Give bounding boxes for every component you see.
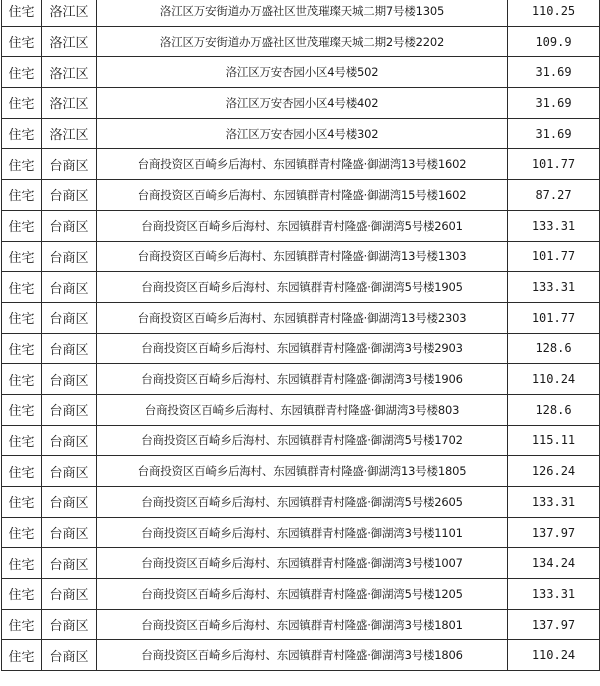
table-row: [2, 302, 600, 333]
area-cell: 101.77: [508, 241, 600, 272]
table-row: [2, 425, 600, 456]
property-type-cell: 住宅: [2, 210, 42, 241]
area-cell: 134.24: [508, 548, 600, 579]
table-row: [2, 118, 600, 149]
district-cell: 洛江区: [42, 57, 97, 88]
property-type-cell: 住宅: [2, 26, 42, 57]
table-row: [2, 149, 600, 180]
district-cell: 台商区: [42, 548, 97, 579]
district-cell: 台商区: [42, 456, 97, 487]
table-row: [2, 487, 600, 518]
district-cell: 台商区: [42, 579, 97, 610]
property-type-cell: 住宅: [2, 118, 42, 149]
district-cell: 台商区: [42, 149, 97, 180]
address-cell: 台商投资区百崎乡后海村、东园镇群青村隆盛·御湖湾13号楼1602: [97, 149, 508, 180]
property-type-cell: 住宅: [2, 180, 42, 211]
property-type-cell: 住宅: [2, 333, 42, 364]
property-type-cell: 住宅: [2, 517, 42, 548]
property-type-cell: 住宅: [2, 0, 42, 26]
address-cell: 台商投资区百崎乡后海村、东园镇群青村隆盛·御湖湾3号楼1806: [97, 640, 508, 671]
area-cell: 133.31: [508, 272, 600, 303]
district-cell: 台商区: [42, 517, 97, 548]
property-type-cell: 住宅: [2, 579, 42, 610]
area-cell: 101.77: [508, 302, 600, 333]
district-cell: 台商区: [42, 487, 97, 518]
table-row: [2, 609, 600, 640]
address-cell: 洛江区万安街道办万盛社区世茂璀璨天城二期2号楼2202: [97, 26, 508, 57]
address-cell: 洛江区万安街道办万盛社区世茂璀璨天城二期7号楼1305: [97, 0, 508, 26]
area-cell: 110.25: [508, 0, 600, 26]
area-cell: 133.31: [508, 210, 600, 241]
district-cell: 洛江区: [42, 0, 97, 26]
address-cell: 台商投资区百崎乡后海村、东园镇群青村隆盛·御湖湾13号楼1805: [97, 456, 508, 487]
area-cell: 31.69: [508, 88, 600, 119]
table-row: [2, 0, 600, 26]
table-row: [2, 241, 600, 272]
district-cell: 洛江区: [42, 88, 97, 119]
address-cell: 台商投资区百崎乡后海村、东园镇群青村隆盛·御湖湾5号楼2605: [97, 487, 508, 518]
table-row: [2, 333, 600, 364]
area-cell: 137.97: [508, 609, 600, 640]
table-row: [2, 180, 600, 211]
area-cell: 110.24: [508, 640, 600, 671]
area-cell: 133.31: [508, 487, 600, 518]
property-type-cell: 住宅: [2, 241, 42, 272]
address-cell: 台商投资区百崎乡后海村、东园镇群青村隆盛·御湖湾3号楼803: [97, 394, 508, 425]
property-table: [1, 0, 600, 671]
property-type-cell: 住宅: [2, 640, 42, 671]
address-cell: 台商投资区百崎乡后海村、东园镇群青村隆盛·御湖湾3号楼2903: [97, 333, 508, 364]
address-cell: 台商投资区百崎乡后海村、东园镇群青村隆盛·御湖湾15号楼1602: [97, 180, 508, 211]
area-cell: 31.69: [508, 118, 600, 149]
area-cell: 109.9: [508, 26, 600, 57]
district-cell: 台商区: [42, 180, 97, 211]
district-cell: 台商区: [42, 640, 97, 671]
address-cell: 台商投资区百崎乡后海村、东园镇群青村隆盛·御湖湾3号楼1906: [97, 364, 508, 395]
address-cell: 台商投资区百崎乡后海村、东园镇群青村隆盛·御湖湾5号楼1702: [97, 425, 508, 456]
district-cell: 洛江区: [42, 118, 97, 149]
district-cell: 台商区: [42, 333, 97, 364]
property-table-body: [2, 0, 600, 671]
table-row: [2, 364, 600, 395]
property-type-cell: 住宅: [2, 548, 42, 579]
district-cell: 台商区: [42, 609, 97, 640]
district-cell: 洛江区: [42, 26, 97, 57]
table-row: [2, 394, 600, 425]
area-cell: 115.11: [508, 425, 600, 456]
address-cell: 台商投资区百崎乡后海村、东园镇群青村隆盛·御湖湾13号楼2303: [97, 302, 508, 333]
area-cell: 128.6: [508, 333, 600, 364]
district-cell: 台商区: [42, 241, 97, 272]
district-cell: 台商区: [42, 272, 97, 303]
district-cell: 台商区: [42, 302, 97, 333]
property-type-cell: 住宅: [2, 456, 42, 487]
address-cell: 台商投资区百崎乡后海村、东园镇群青村隆盛·御湖湾3号楼1007: [97, 548, 508, 579]
address-cell: 洛江区万安杏园小区4号楼502: [97, 57, 508, 88]
table-row: [2, 579, 600, 610]
address-cell: 台商投资区百崎乡后海村、东园镇群青村隆盛·御湖湾13号楼1303: [97, 241, 508, 272]
property-type-cell: 住宅: [2, 272, 42, 303]
address-cell: 洛江区万安杏园小区4号楼302: [97, 118, 508, 149]
area-cell: 137.97: [508, 517, 600, 548]
table-row: [2, 456, 600, 487]
address-cell: 台商投资区百崎乡后海村、东园镇群青村隆盛·御湖湾3号楼1801: [97, 609, 508, 640]
address-cell: 台商投资区百崎乡后海村、东园镇群青村隆盛·御湖湾3号楼1101: [97, 517, 508, 548]
address-cell: 台商投资区百崎乡后海村、东园镇群青村隆盛·御湖湾5号楼2601: [97, 210, 508, 241]
property-type-cell: 住宅: [2, 487, 42, 518]
table-row: [2, 640, 600, 671]
district-cell: 台商区: [42, 364, 97, 395]
table-row: [2, 210, 600, 241]
district-cell: 台商区: [42, 210, 97, 241]
property-type-cell: 住宅: [2, 425, 42, 456]
property-type-cell: 住宅: [2, 57, 42, 88]
table-row: [2, 548, 600, 579]
property-type-cell: 住宅: [2, 88, 42, 119]
address-cell: 洛江区万安杏园小区4号楼402: [97, 88, 508, 119]
table-row: [2, 88, 600, 119]
table-row: [2, 26, 600, 57]
property-type-cell: 住宅: [2, 302, 42, 333]
district-cell: 台商区: [42, 394, 97, 425]
property-type-cell: 住宅: [2, 149, 42, 180]
table-row: [2, 272, 600, 303]
area-cell: 110.24: [508, 364, 600, 395]
area-cell: 126.24: [508, 456, 600, 487]
property-type-cell: 住宅: [2, 609, 42, 640]
area-cell: 101.77: [508, 149, 600, 180]
area-cell: 133.31: [508, 579, 600, 610]
table-row: [2, 57, 600, 88]
area-cell: 31.69: [508, 57, 600, 88]
district-cell: 台商区: [42, 425, 97, 456]
address-cell: 台商投资区百崎乡后海村、东园镇群青村隆盛·御湖湾5号楼1905: [97, 272, 508, 303]
property-type-cell: 住宅: [2, 394, 42, 425]
table-row: [2, 517, 600, 548]
area-cell: 87.27: [508, 180, 600, 211]
address-cell: 台商投资区百崎乡后海村、东园镇群青村隆盛·御湖湾5号楼1205: [97, 579, 508, 610]
area-cell: 128.6: [508, 394, 600, 425]
property-type-cell: 住宅: [2, 364, 42, 395]
